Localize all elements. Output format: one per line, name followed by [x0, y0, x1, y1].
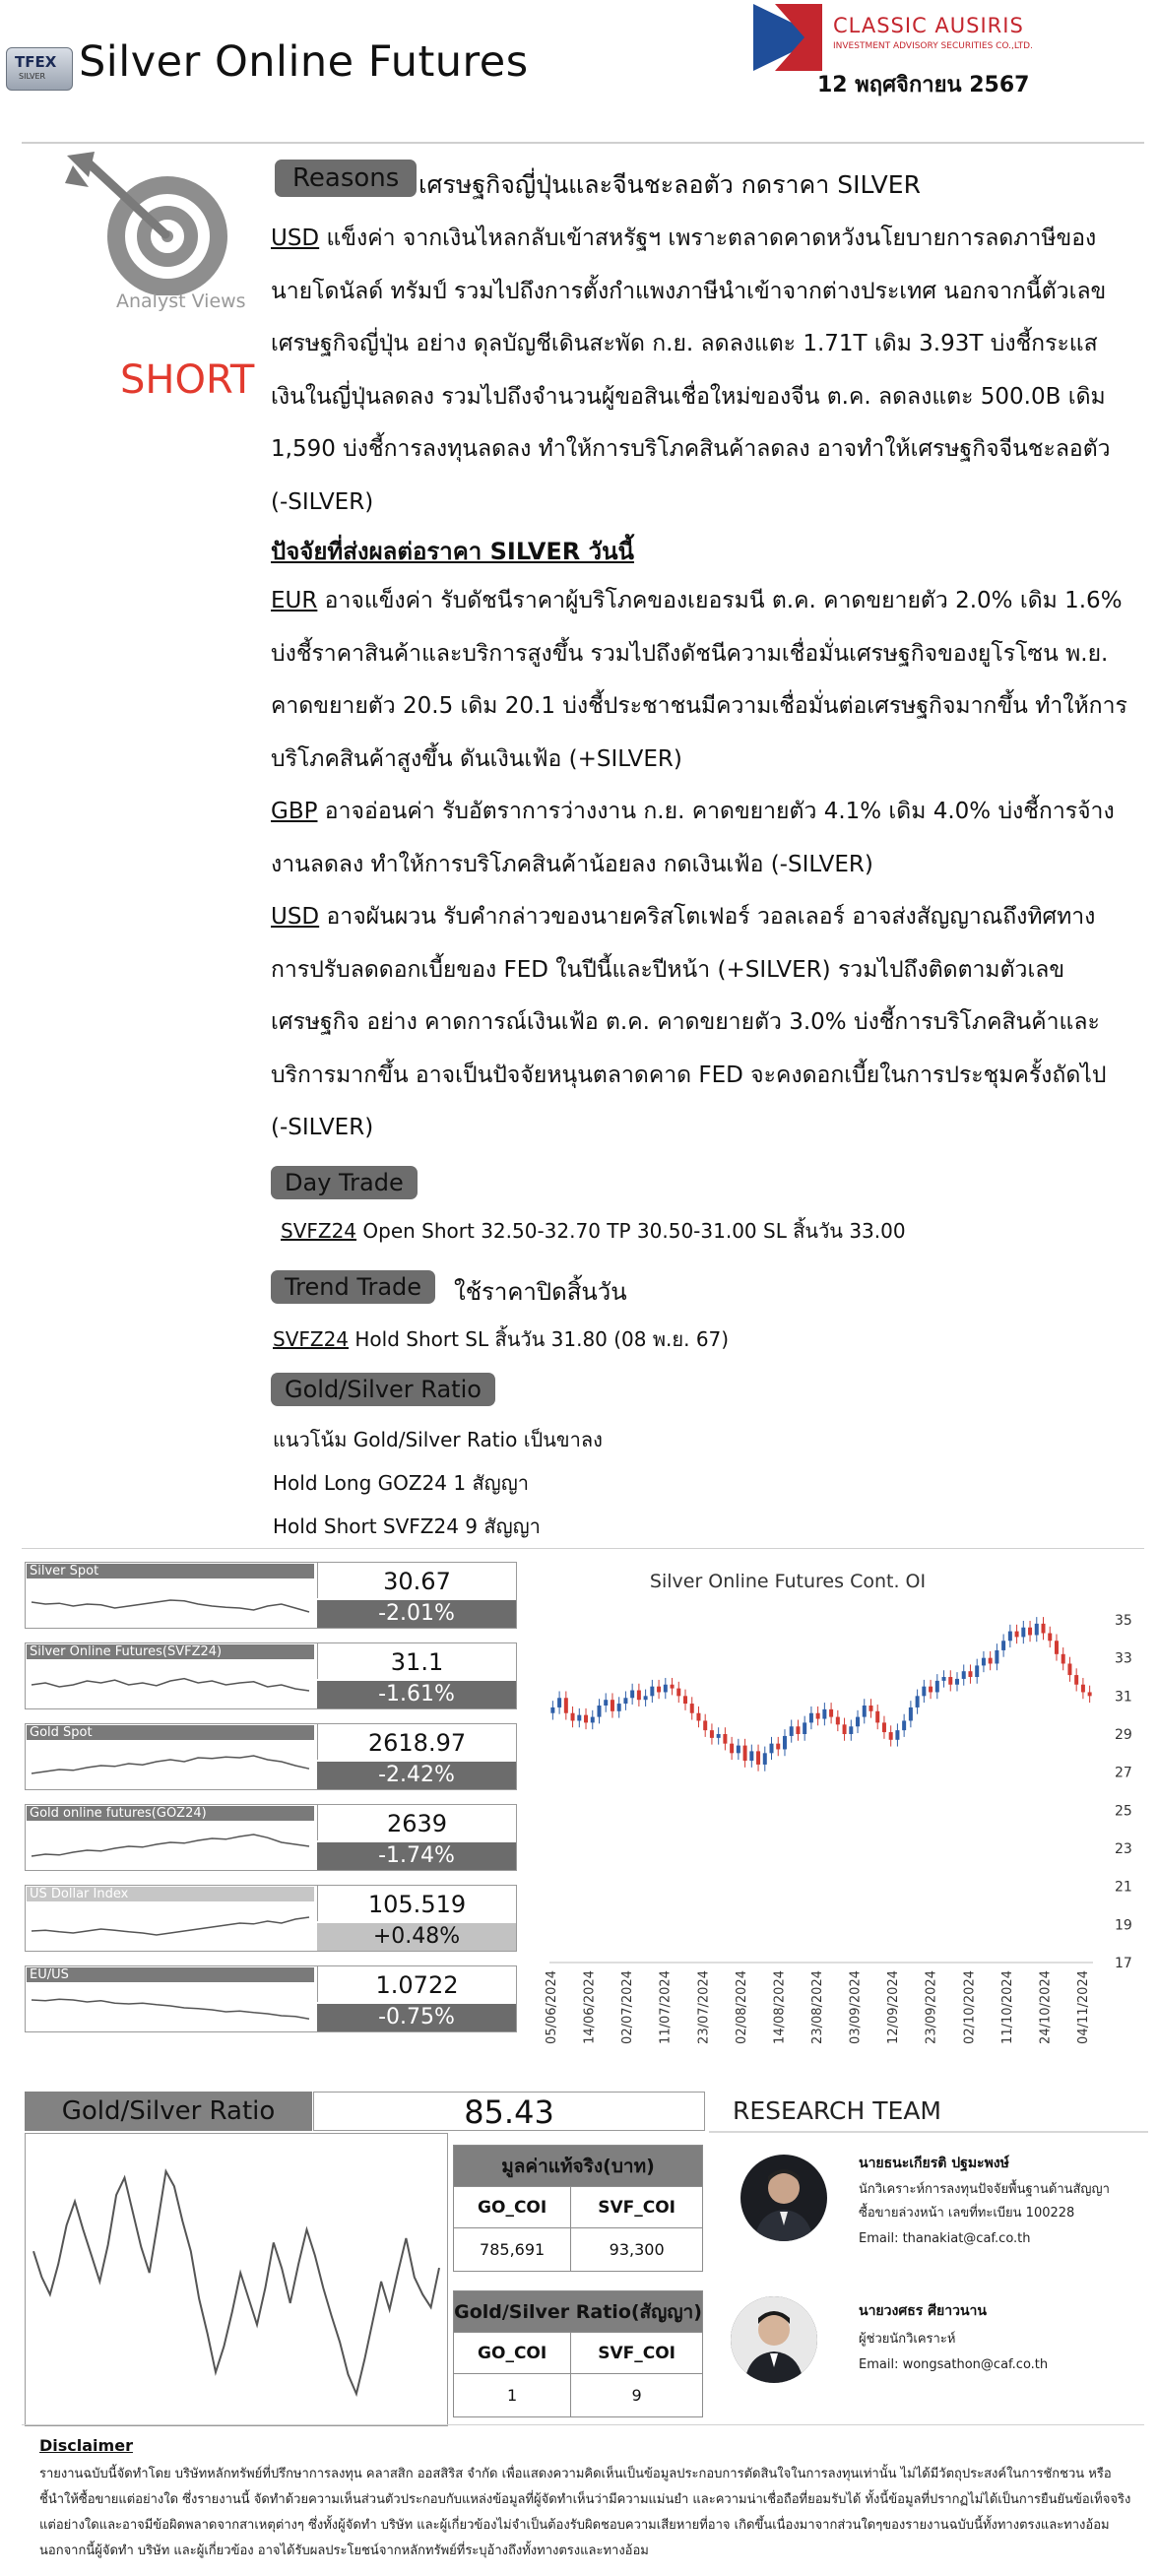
trend-trade-line	[273, 1323, 729, 1355]
oi-candle	[975, 1665, 979, 1677]
oi-x-tick: 05/06/2024	[545, 1970, 559, 2044]
oi-candle	[843, 1724, 847, 1734]
oi-candle	[948, 1677, 952, 1685]
oi-chart-title: Silver Online Futures Cont. OI	[649, 1571, 927, 1592]
trend-trade-text: Hold Short SL สิ้นวัน 31.80 (08 พ.ย. 67)	[349, 1327, 730, 1351]
oi-x-tick: 14/08/2024	[772, 1970, 788, 2044]
oi-x-tick: 23/08/2024	[810, 1970, 825, 2044]
trend-trade-symbol: SVFZ24	[273, 1327, 350, 1351]
oi-candle	[916, 1696, 920, 1707]
analyst-1-license: ซื้อขายล่วงหน้า เลขที่ทะเบียน 100228	[859, 2206, 1075, 2221]
oi-candle	[856, 1717, 860, 1727]
gsr-trend-line: แนวโน้ม Gold/Silver Ratio เป็นขาลง	[273, 1428, 603, 1451]
analyst-2-role: ผู้ช่วยนักวิเคราะห์	[859, 2332, 956, 2347]
usd-paragraph	[271, 891, 1129, 1155]
oi-candle	[1008, 1632, 1012, 1642]
reasons-pill: Reasons	[275, 160, 417, 197]
market-tile-sparkline	[28, 1903, 313, 1951]
market-tile-value: 2618.97	[317, 1724, 516, 1760]
oi-candle	[617, 1704, 621, 1711]
oi-x-tick: 03/09/2024	[848, 1970, 864, 2044]
oi-candle	[604, 1700, 608, 1706]
oi-candle	[875, 1711, 879, 1723]
gsr-value: 85.43	[313, 2092, 705, 2131]
oi-candle	[863, 1706, 867, 1717]
eur-text: อาจแข็งค่า รับดัชนีราคาผู้บริโภคของเยอรมนี ต.ค. คาดขยายตัว 2.0% เดิม 1.6% บ่งชี้ราคาสินค้าและบริการสูงขึ้น รวมไปถึงดัชนีความเชื่อมั่นเศรษฐกิจของยูโรโซน พ.ย. คาดขยายตัว 20.5 เดิม 20.1 บ่งชี้ประชาชนมีความเชื่อมั่นต่อเศรษฐกิจมากขึ้น ทำให้การบริโภคสินค้าสูงขึ้น ดันเงินเฟ้อ (+SILVER)	[271, 588, 1127, 772]
analyst-2-name: นายวงศธร ศียาวนาน	[859, 2303, 987, 2319]
analyst-views-label: Analyst Views	[116, 290, 246, 312]
gsr-label: Gold/Silver Ratio	[25, 2092, 312, 2131]
analyst-avatar-2	[731, 2296, 817, 2383]
mv-value-go: 785,691	[454, 2228, 571, 2272]
oi-x-tick: 24/10/2024	[1038, 1970, 1054, 2044]
oi-x-tick: 11/10/2024	[999, 1970, 1015, 2044]
oi-candle	[989, 1658, 993, 1664]
oi-candle	[577, 1715, 581, 1721]
factors-heading: ปัจจัยที่ส่งผลต่อราคา SILVER วันนี้	[271, 538, 634, 565]
oi-candle	[564, 1698, 568, 1712]
oi-candle	[584, 1715, 588, 1723]
oi-candle	[829, 1709, 833, 1717]
analyst-views-badge	[59, 148, 276, 423]
reasons-header	[271, 156, 1137, 205]
market-tile-value: 30.67	[317, 1563, 516, 1598]
oi-candle	[763, 1753, 767, 1765]
analyst-1-role: นักวิเคราะห์การลงทุนปัจจัยพื้นฐานด้านสัญญา	[859, 2182, 1110, 2197]
gsr-line-chart	[25, 2133, 448, 2426]
oi-y-tick: 31	[1115, 1689, 1132, 1706]
oi-candle	[1021, 1628, 1025, 1638]
oi-candle	[1048, 1634, 1052, 1642]
oi-x-tick: 12/09/2024	[886, 1970, 902, 2044]
oi-candle	[683, 1696, 687, 1704]
analyst-2-email[interactable]: Email: wongsathon@caf.co.th	[859, 2357, 1049, 2372]
oi-y-tick: 33	[1115, 1650, 1132, 1667]
contract-caption: Gold/Silver Ratio(สัญญา)	[454, 2291, 703, 2333]
oi-candle	[1035, 1624, 1039, 1636]
oi-candle	[749, 1751, 753, 1761]
oi-candle	[756, 1751, 760, 1765]
oi-candle	[717, 1734, 721, 1738]
oi-candle	[929, 1687, 933, 1693]
oi-candle	[783, 1736, 787, 1750]
gsr-short-line: Hold Short SVFZ24 9 สัญญา	[273, 1514, 541, 1538]
oi-candle	[690, 1704, 694, 1713]
oi-candle	[942, 1677, 946, 1681]
market-tile	[25, 1642, 517, 1709]
oi-chart-svg	[532, 1561, 1142, 2088]
market-value-caption: มูลค่าแท้จริง(บาท)	[454, 2146, 703, 2187]
contract-table	[453, 2290, 703, 2417]
oi-candle	[1074, 1675, 1078, 1685]
oi-candle	[1062, 1654, 1065, 1664]
oi-candle	[770, 1744, 774, 1754]
market-tile-label: EU/US	[27, 1967, 314, 1982]
oi-candle	[982, 1658, 986, 1666]
section-divider	[22, 1548, 1144, 1549]
oi-x-tick: 23/09/2024	[924, 1970, 939, 2044]
oi-candle	[597, 1706, 601, 1717]
oi-candle	[922, 1687, 926, 1697]
oi-candle	[1015, 1632, 1019, 1638]
oi-y-tick: 17	[1115, 1956, 1132, 1971]
eur-paragraph	[271, 575, 1129, 786]
tfex-silver-logo	[6, 47, 73, 91]
ct-header-go: GO_COI	[454, 2333, 571, 2374]
classic-ausiris-logo-icon	[753, 4, 822, 71]
oi-y-tick: 19	[1115, 1917, 1132, 1934]
brand-name: CLASSIC AUSIRIS	[833, 14, 1024, 37]
reasons-paragraph	[271, 213, 1129, 530]
brand-subtitle: INVESTMENT ADVISORY SECURITIES CO.,LTD.	[833, 41, 1033, 51]
gbp-paragraph	[271, 786, 1129, 891]
oi-candle	[868, 1706, 872, 1711]
oi-candle	[836, 1717, 840, 1725]
day-trade-symbol: SVFZ24	[281, 1219, 357, 1243]
sparkline-path	[32, 1835, 309, 1856]
oi-candle	[1042, 1624, 1046, 1634]
gsr-chart-svg	[26, 2134, 447, 2425]
disclaimer-title: Disclaimer	[39, 2436, 133, 2455]
oi-candle	[935, 1681, 939, 1693]
mv-header-svf: SVF_COI	[571, 2187, 703, 2228]
oi-candle	[637, 1691, 641, 1701]
research-team-title: RESEARCH TEAM	[733, 2092, 910, 2131]
oi-candle	[849, 1726, 853, 1734]
disclaimer-divider	[22, 2424, 1144, 2425]
oi-x-tick: 02/07/2024	[620, 1970, 636, 2044]
day-trade-text: Open Short 32.50-32.70 TP 30.50-31.00 SL สิ้นวัน 33.00	[356, 1219, 906, 1243]
usd-factor-text: อาจผันผวน รับคำกล่าวของนายคริสโตเฟอร์ วอลเลอร์ อาจส่งสัญญาณถึงทิศทางการปรับลดดอกเบี้ยของ FED ในปีนี้และปีหน้า (+SILVER) รวมไปถึงติดตามตัวเลขเศรษฐกิจ อย่าง คาดการณ์เงินเฟ้อ ต.ค. คาดขยายตัว 3.0% บ่งชี้การบริโภคสินค้าและบริการมากขึ้น อาจเป็นปัจจัยหนุนตลาดคาด FED จะคงดอกเบี้ยในการประชุมครั้งถัดไป (-SILVER)	[271, 904, 1107, 1141]
market-tile-label: Gold Spot	[27, 1725, 314, 1740]
oi-candle	[743, 1746, 747, 1761]
oi-candle	[737, 1746, 740, 1754]
gbp-text: อาจอ่อนค่า รับอัตราการว่างงาน ก.ย. คาดขยายตัว 4.1% เดิม 4.0% บ่งชี้การจ้างงานลดลง ทำให้การบริโภคสินค้าน้อยลง กดเงินเฟ้อ (-SILVER)	[271, 799, 1115, 877]
market-tile	[25, 1723, 517, 1790]
ct-header-svf: SVF_COI	[571, 2333, 703, 2374]
oi-candle	[723, 1734, 727, 1744]
oi-candle	[909, 1707, 913, 1721]
market-tile-label: Silver Online Futures(SVFZ24)	[27, 1644, 314, 1659]
oi-y-tick: 35	[1115, 1613, 1132, 1629]
oi-x-tick: 14/06/2024	[582, 1970, 598, 2044]
oi-x-tick: 02/08/2024	[734, 1970, 749, 2044]
oi-y-tick: 29	[1115, 1727, 1132, 1743]
eur-tag: EUR	[271, 588, 318, 613]
oi-candle	[1001, 1641, 1005, 1650]
market-tile-sparkline	[28, 1661, 313, 1708]
market-tile-sparkline	[28, 1742, 313, 1789]
research-team-divider	[709, 2131, 1148, 2133]
oi-candle	[803, 1722, 806, 1734]
market-tile-change: -0.75%	[317, 2004, 516, 2031]
sparkline-path	[32, 1999, 309, 2019]
market-tile-change: -2.01%	[317, 1600, 516, 1628]
oi-candle	[1088, 1692, 1092, 1696]
oi-chart	[532, 1561, 1142, 2088]
market-tile-value: 1.0722	[317, 1966, 516, 2002]
oi-candle	[895, 1730, 899, 1740]
page-title: Silver Online Futures	[79, 37, 529, 87]
oi-candle	[776, 1744, 780, 1750]
oi-candle	[591, 1717, 595, 1723]
oi-candle	[790, 1726, 794, 1736]
oi-candle	[557, 1698, 561, 1707]
sparkline-path	[32, 1756, 309, 1773]
sparkline-path	[32, 1917, 309, 1935]
oi-x-tick: 11/07/2024	[658, 1970, 674, 2044]
market-tile	[25, 1885, 517, 1952]
market-value-table	[453, 2145, 703, 2272]
market-tile-change: -1.61%	[317, 1681, 516, 1708]
oi-candle	[630, 1691, 634, 1699]
oi-x-tick: 04/11/2024	[1076, 1970, 1091, 2044]
oi-candle	[796, 1726, 800, 1734]
analyst-1-name: นายธนะเกียรติ ปฐมะพงษ์	[859, 2156, 1009, 2171]
market-tile-value: 2639	[317, 1805, 516, 1840]
oi-candle	[676, 1689, 680, 1697]
trend-trade-pill: Trend Trade	[271, 1270, 435, 1304]
oi-candle	[809, 1713, 813, 1723]
market-tile-sparkline	[28, 1823, 313, 1870]
analyst-avatar-1	[740, 2155, 827, 2241]
gsr-series-line	[33, 2171, 439, 2394]
oi-x-tick: 02/10/2024	[962, 1970, 978, 2044]
oi-candle	[968, 1671, 972, 1677]
oi-candle	[664, 1685, 668, 1693]
oi-y-tick: 27	[1115, 1765, 1132, 1781]
ct-value-go: 1	[454, 2374, 571, 2417]
oi-candle	[550, 1707, 554, 1713]
oi-y-tick: 23	[1115, 1841, 1132, 1857]
trend-trade-note: ใช้ราคาปิดสิ้นวัน	[454, 1278, 627, 1306]
header-divider	[22, 142, 1144, 144]
reasons-text: แข็งค่า จากเงินไหลกลับเข้าสหรัฐฯ เพราะตลาดคาดหวังนโยบายการลดภาษีของนายโดนัลด์ ทรัมป์ รวมไปถึงการตั้งกำแพงภาษีนำเข้าจากต่างประเทศ นอกจากนี้ตัวเลขเศรษฐกิจญี่ปุ่น อย่าง ดุลบัญชีเดินสะพัด ก.ย. ลดลงแตะ 1.71T เดิม 3.93T บ่งชี้กระแสเงินในญี่ปุ่นลดลง รวมไปถึงจำนวนผู้ขอสินเชื่อใหม่ของจีน ต.ค. ลดลงแตะ 500.0B เดิม 1,590 บ่งชี้การลงทุนลดลง ทำให้การบริโภคสินค้าลดลง อาจทำให้เศรษฐกิจจีนชะลอตัว (-SILVER)	[271, 225, 1111, 515]
market-tile	[25, 1562, 517, 1629]
oi-candle	[1081, 1685, 1085, 1693]
target-dart-icon	[59, 148, 276, 295]
oi-candle	[571, 1713, 575, 1721]
reasons-headline: เศรษฐกิจญี่ปุ่นและจีนชะลอตัว กดราคา SILVER	[418, 170, 921, 199]
oi-candle	[623, 1698, 627, 1704]
usd-factor-tag: USD	[271, 904, 320, 930]
market-tile-change: -2.42%	[317, 1762, 516, 1789]
oi-y-tick: 21	[1115, 1879, 1132, 1896]
oi-candle	[902, 1720, 906, 1730]
market-tile-change: +0.48%	[317, 1923, 516, 1951]
oi-candle	[611, 1700, 614, 1711]
analyst-1-email[interactable]: Email: thanakiat@caf.co.th	[859, 2231, 1031, 2246]
oi-candle	[1028, 1628, 1032, 1636]
oi-candle	[889, 1732, 893, 1740]
oi-candle	[995, 1650, 998, 1664]
day-trade-line	[281, 1215, 906, 1247]
market-tile-label: Gold online futures(GOZ24)	[27, 1806, 314, 1821]
oi-candle	[962, 1671, 966, 1679]
oi-candle	[696, 1713, 700, 1721]
oi-y-tick: 25	[1115, 1803, 1132, 1820]
market-tile-label: Silver Spot	[27, 1564, 314, 1578]
oi-candle	[730, 1744, 734, 1754]
oi-candle	[710, 1730, 714, 1738]
mv-header-go: GO_COI	[454, 2187, 571, 2228]
oi-candle	[816, 1713, 820, 1719]
market-tile-sparkline	[28, 1580, 313, 1628]
gbp-tag: GBP	[271, 799, 318, 824]
tfex-logo-subtext: SILVER	[19, 72, 46, 81]
report-header	[0, 0, 1158, 148]
oi-x-tick: 23/07/2024	[696, 1970, 712, 2044]
signal-short: SHORT	[120, 357, 255, 403]
oi-candle	[657, 1687, 661, 1693]
usd-tag: USD	[271, 225, 320, 251]
market-tile	[25, 1804, 517, 1871]
report-date: 12 พฤศจิกายน 2567	[817, 73, 1030, 97]
oi-candle	[650, 1687, 654, 1697]
oi-candle	[644, 1696, 648, 1700]
tfex-logo-text: TFEX	[15, 53, 57, 71]
gsr-long-line: Hold Long GOZ24 1 สัญญา	[273, 1471, 529, 1495]
oi-candle	[955, 1679, 959, 1685]
oi-candle	[671, 1685, 675, 1689]
market-tile-label: US Dollar Index	[27, 1887, 314, 1901]
sparkline-path	[32, 1679, 309, 1691]
market-tile-value: 31.1	[317, 1643, 516, 1679]
oi-candle	[1067, 1663, 1071, 1675]
market-tile-value: 105.519	[317, 1886, 516, 1921]
oi-candle	[703, 1720, 707, 1730]
oi-candle	[822, 1709, 826, 1719]
mv-value-svf: 93,300	[571, 2228, 703, 2272]
disclaimer-text: รายงานฉบับนี้จัดทำโดย บริษัทหลักทรัพย์ที่ปรึกษาการลงทุน คลาสสิก ออสสิริส จำกัด เพื่อแสดงความคิดเห็นเป็นข้อมูลประกอบการตัดสินใจในการลงทุนเท่านั้น ไม่ได้มีวัตถุประสงค์ในการชักชวน หรือชี้นำให้ซื้อขายแต่อย่างใด ซึ่งรายงานนี้ จัดทำด้วยความเห็นส่วนตัวประกอบกับแหล่งข้อมูลที่ผู้จัดทำเห็นว่ามีความแม่นยำ และความน่าเชื่อถือที่ยอมรับได้ ทั้งนี้ข้อมูลที่ปรากฏไม่ได้เป็นการยืนยันข้อเท็จจริงแต่อย่างใดและอาจมีข้อผิดพลาดจากสาเหตุต่างๆ ซึ่งทั้งผู้จัดทำ บริษัท และผู้เกี่ยวข้องไม่จำเป็นต้องรับผิดชอบความเสียหายที่อาจ เกิดขึ้นเนื่องมาจากส่วนใดๆของรายงานฉบับนี้ทั้งทางตรงและทางอ้อม นอกจากนี้ผู้จัดทำ บริษัท และผู้เกี่ยวข้อง อาจได้รับผลประโยชน์จากหลักทรัพย์ที่ระบุอ้างถึงทั้งทางตรงและทางอ้อม	[39, 2467, 1131, 2558]
day-trade-pill: Day Trade	[271, 1166, 418, 1199]
gold-silver-ratio-pill: Gold/Silver Ratio	[271, 1373, 495, 1406]
oi-candle	[882, 1722, 886, 1732]
sparkline-path	[32, 1600, 309, 1612]
oi-candle	[1055, 1641, 1059, 1654]
market-tile-sparkline	[28, 1984, 313, 2031]
market-tile-change: -1.74%	[317, 1842, 516, 1870]
ct-value-svf: 9	[571, 2374, 703, 2417]
market-tile	[25, 1965, 517, 2032]
